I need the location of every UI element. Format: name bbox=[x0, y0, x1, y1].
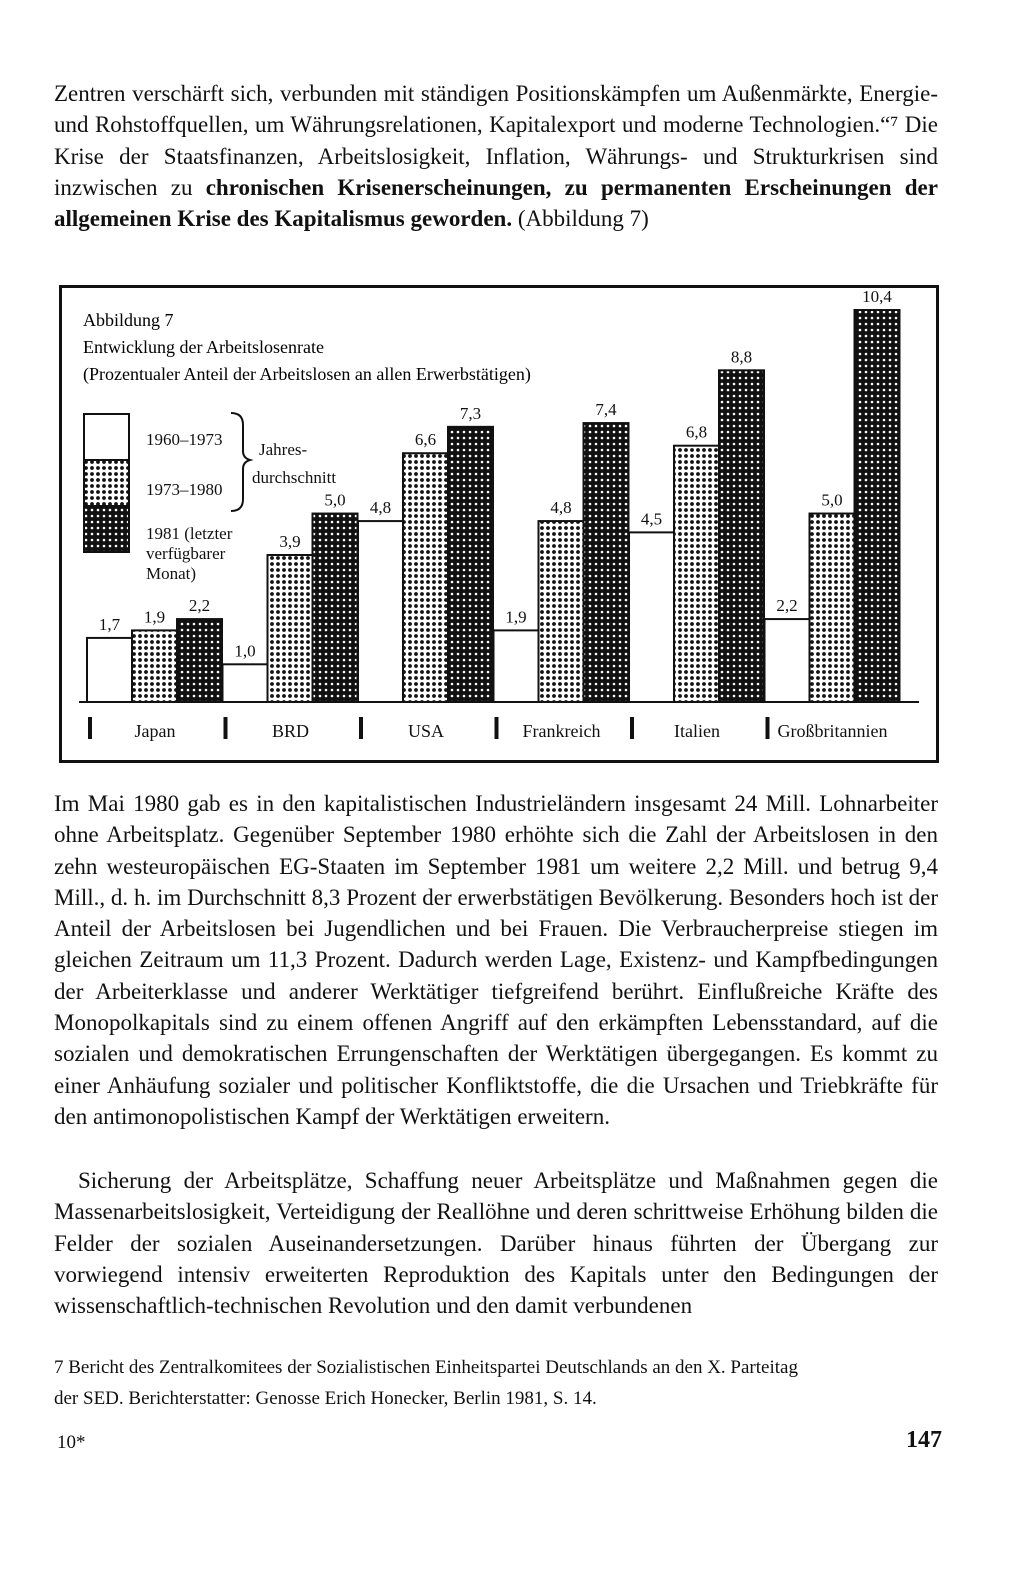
legend-swatch-1973-1980 bbox=[84, 460, 129, 506]
data-label-italien-1973-1980: 6,8 bbox=[685, 422, 708, 442]
category-separator bbox=[630, 717, 634, 739]
category-separator bbox=[495, 717, 499, 739]
paragraph-unemployment: Im Mai 1980 gab es in den kapitalistischen Industrieländern insgesamt 24 Mill. Lohnarbeiter ohne Arbeitsplatz. Gegenüber September 1980 erhöhte sich die Zahl der Arbeitslosen in den zehn westeuropäischen EG-Staaten im September 1981 um weitere 2,2 Mill. und betrug 9,4 Mill., d. h. im Durchschnitt 8,3 Prozent der erwerbstätigen Bevölkerung. Besonders hoch ist der Anteil der Arbeitslosen bei Jugendlichen und bei Frauen. Die Verbraucherpreise stiegen im gleichen Zeitraum um 11,3 Prozent. Dadurch werden Lage, Existenz- und Kampfbedingungen der Arbeiterklasse und anderer Werktätiger tiefgreifend berührt. Einflußreiche Kräfte des Monopolkapitals sind zu einem offenen Angriff auf den erkämpften Lebensstandard, auf die sozialen und demokratischen Errungenschaften der Werktätigen übergegangen. Es kommt zu einer Anhäufung sozialer und politischer Konfliktstoffe, die die Ursachen und Triebkräfte für den antimonopolistischen Kampf der Werktätigen erweitern. bbox=[54, 791, 938, 1129]
data-label-frankreich-1981-letzter-verf-gbarer-monat: 7,4 bbox=[595, 400, 617, 420]
legend-entry-2: 1973–1980 bbox=[146, 480, 223, 499]
signature-mark: 10* bbox=[57, 1432, 86, 1453]
paragraph-intro bbox=[54, 78, 938, 234]
legend-entry-3: 1981 (letzter bbox=[146, 524, 233, 543]
bar-italien-1981-letzter-verf-gbarer-monat bbox=[719, 370, 764, 702]
bar-japan-1960-1973 bbox=[87, 638, 132, 702]
category-separator bbox=[359, 717, 363, 739]
footnote-line-2: der SED. Berichterstatter: Genosse Erich Honecker, Berlin 1981, S. 14. bbox=[54, 1388, 597, 1409]
bar-brd-1960-1973 bbox=[223, 664, 268, 702]
data-label-grossbritannien-1973-1980: 5,0 bbox=[821, 490, 843, 510]
category-separator bbox=[766, 717, 770, 739]
data-label-brd-1960-1973: 1,0 bbox=[234, 641, 256, 661]
paragraph-intro-emphasis: chronischen Krisenerscheinungen, zu permanenten Erscheinungen der allgemeinen Krise des Kapitalismus geworden. bbox=[54, 174, 938, 232]
figure-abbildung-7 bbox=[59, 285, 939, 763]
bar-grossbritannien-1981-letzter-verf-gbarer-monat bbox=[855, 310, 900, 702]
category-label-usa: USA bbox=[407, 721, 445, 741]
legend-entry-1: 1960–1973 bbox=[146, 430, 223, 449]
data-label-grossbritannien-1960-1973: 2,2 bbox=[776, 596, 798, 616]
unemployment-bar-chart bbox=[59, 285, 939, 763]
bar-grossbritannien-1960-1973 bbox=[765, 619, 810, 702]
page-number: 147 bbox=[906, 1427, 942, 1453]
data-label-japan-1973-1980: 1,9 bbox=[143, 607, 166, 627]
bar-brd-1973-1980 bbox=[268, 555, 313, 702]
legend-brace-label-2: durchschnitt bbox=[252, 468, 337, 487]
paragraph-jobs: Sicherung der Arbeitsplätze, Schaffung neuer Arbeitsplätze und Maßnahmen gegen die Massenarbeitslosigkeit, Verteidigung der Reallöhne und deren schrittweise Erhöhung bilden die Felder der sozialen Auseinandersetzungen. Darüber hinaus führten der Übergang zur vorwiegend intensiv erweiterten Reproduktion des Kapitals unter den Bedingungen der wissenschaftlich-technischen Revolution und den damit verbundenen bbox=[54, 1168, 938, 1319]
category-separator bbox=[88, 717, 92, 739]
data-label-grossbritannien-1981-letzter-verf-gbarer-monat: 10,4 bbox=[862, 287, 892, 306]
category-label-brd: BRD bbox=[271, 721, 310, 741]
bar-japan-1973-1980 bbox=[132, 630, 177, 702]
legend-swatch-1981 bbox=[84, 506, 129, 552]
bar-japan-1981-letzter-verf-gbarer-monat bbox=[177, 619, 222, 702]
data-label-frankreich-1960-1973: 1,9 bbox=[505, 607, 527, 627]
bar-frankreich-1960-1973 bbox=[494, 630, 539, 702]
legend-entry-4: verfügbarer bbox=[146, 544, 226, 563]
category-label-grossbritannien: Großbritannien bbox=[777, 721, 888, 741]
bar-grossbritannien-1973-1980 bbox=[810, 514, 855, 702]
legend-swatch-1960-1973 bbox=[84, 414, 129, 460]
bar-italien-1973-1980 bbox=[674, 446, 719, 702]
bar-usa-1960-1973 bbox=[358, 521, 403, 702]
bar-italien-1960-1973 bbox=[629, 532, 674, 702]
chart-subtitle: Entwicklung der Arbeitslosenrate bbox=[83, 337, 324, 357]
data-label-italien-1981-letzter-verf-gbarer-monat: 8,8 bbox=[730, 347, 753, 367]
bar-frankreich-1981-letzter-verf-gbarer-monat bbox=[584, 423, 629, 702]
legend-brace bbox=[231, 413, 250, 511]
data-label-brd-1981-letzter-verf-gbarer-monat: 5,0 bbox=[324, 490, 346, 510]
legend-entry-5: Monat) bbox=[146, 564, 197, 583]
data-label-japan-1981-letzter-verf-gbarer-monat: 2,2 bbox=[188, 596, 211, 616]
category-label-frankreich: Frankreich bbox=[522, 721, 601, 741]
data-label-italien-1960-1973: 4,5 bbox=[640, 509, 663, 529]
footnote bbox=[54, 1352, 944, 1414]
bar-usa-1981-letzter-verf-gbarer-monat bbox=[448, 427, 493, 702]
category-separator bbox=[224, 717, 228, 739]
bar-usa-1973-1980 bbox=[403, 453, 448, 702]
bar-brd-1981-letzter-verf-gbarer-monat bbox=[313, 514, 358, 702]
data-label-usa-1960-1973: 4,8 bbox=[369, 498, 392, 518]
category-label-italien: Italien bbox=[674, 721, 720, 741]
data-label-usa-1973-1980: 6,6 bbox=[414, 430, 437, 450]
chart-category-axis bbox=[88, 717, 887, 741]
legend-brace-label-1: Jahres- bbox=[259, 440, 308, 459]
data-label-brd-1973-1980: 3,9 bbox=[279, 532, 301, 551]
data-label-usa-1981-letzter-verf-gbarer-monat: 7,3 bbox=[459, 403, 482, 423]
category-label-japan: Japan bbox=[134, 721, 176, 741]
data-label-frankreich-1973-1980: 4,8 bbox=[550, 498, 572, 518]
paragraph-intro-part-3: (Abbildung 7) bbox=[512, 206, 649, 232]
data-label-japan-1960-1973: 1,7 bbox=[98, 614, 121, 634]
paragraph-intro-part-1: Zentren verschärft sich, verbunden mit ständigen Positionskämpfen um Außenmärkte, Energie- und Rohstoffquellen, um Währungsrelationen, Kapitalexport und moderne Technologien.“⁷ Die Krise der Staatsfinanzen, Arbeitslosigkeit, Inflation, Währungs- und Strukturkrisen sind inzwischen zu bbox=[54, 81, 938, 200]
bar-frankreich-1973-1980 bbox=[539, 521, 584, 702]
chart-title: Abbildung 7 bbox=[83, 310, 174, 330]
footnote-line-1: 7 Bericht des Zentralkomitees der Sozialistischen Einheitspartei Deutschlands an den X. Parteitag bbox=[54, 1357, 798, 1378]
chart-subtitle-note: (Prozentualer Anteil der Arbeitslosen an allen Erwerbstätigen) bbox=[83, 364, 531, 384]
